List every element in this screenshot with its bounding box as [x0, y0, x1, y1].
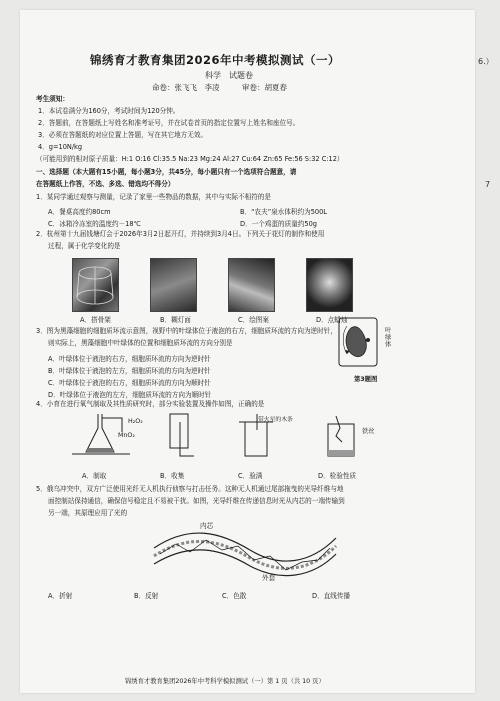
- lantern-painting-photo: [228, 258, 275, 312]
- q2-caption-b: B．糊灯面: [160, 316, 191, 324]
- q1-stem: 1．某同学通过观察与测量，记录了家里一些物品的数据，其中与实际不相符的是: [36, 193, 271, 201]
- notice-heading: 考生须知：: [36, 95, 69, 103]
- exam-authors: 命卷：张飞飞 李凌 审卷：胡夏春: [152, 83, 287, 92]
- q2-stem-cont: 过程，属于化学变化的是: [48, 242, 121, 250]
- q3-option-b: B．叶绿体位于液泡的左方，细胞质环流的方向为逆时针: [48, 367, 211, 375]
- chloroplast-dot: [366, 338, 370, 342]
- lantern-pasting-photo: [150, 258, 197, 312]
- q5-option-a: A．折射: [48, 592, 73, 600]
- q3-figure-caption: 第3题图: [354, 376, 378, 383]
- margin-mark-top: 6.）: [478, 57, 494, 66]
- notice-item-4: 4．g=10N/kg: [38, 143, 83, 151]
- q3-option-d: D．叶绿体位于液泡的左方，细胞质环流的方向为顺时针: [48, 391, 212, 399]
- optical-fiber-diagram: [150, 520, 340, 580]
- q5-option-c: C．色散: [222, 592, 247, 600]
- mno2-label: MnO₂: [118, 432, 135, 439]
- q2-caption-a: A．搭骨架: [80, 316, 111, 324]
- cladding-label: 外套: [262, 574, 276, 582]
- margin-mark-right: 7: [485, 180, 491, 189]
- q3-option-a: A．叶绿体位于液泡的右方，细胞质环流的方向为逆时针: [48, 355, 211, 363]
- q2-caption-d: D．点蜡烛: [316, 316, 348, 324]
- q3-option-c: C．叶绿体位于液泡的右方，细胞质环流的方向为顺时针: [48, 379, 211, 387]
- q5-stem-cont-2: 另一端，其原理应用了光的: [48, 509, 128, 517]
- section-1-heading: 一、选择题（本大题有15小题，每小题3分，共45分，每小题只有一个选项符合题意，请: [36, 168, 297, 176]
- q1-option-d: D．一个鸡蛋的质量约50g: [240, 220, 317, 228]
- atomic-masses: （可能用到的相对原子质量：H:1 O:16 Cl:35.5 Na:23 Mg:24 Al:27 Cu:64 Zn:65 Fe:56 S:32 C:12）: [36, 155, 344, 163]
- lantern-frame-sketch: [73, 259, 118, 311]
- notice-item-2: 2．答题前，在答题纸上写姓名和准考证号，并在试卷首页的指定位置写上姓名和座位号。: [38, 119, 300, 127]
- q2-stem: 2．杭州第十九届钱塘灯会于2026年3月2日起开灯，并持续到3月4日。下列关于花灯的制作和使用: [36, 230, 325, 238]
- chloroplast-label: 叶绿体: [385, 327, 392, 348]
- glowing-splint-label: 带火星的木条: [258, 417, 293, 423]
- exam-title: 锦绣育才教育集团2026年中考模拟测试（一）: [90, 53, 341, 67]
- q2-caption-c: C．绘图案: [238, 316, 269, 324]
- q4-caption-a: A．制取: [82, 472, 107, 480]
- notice-item-1: 1．本试卷满分为160分，考试时间为120分钟。: [38, 107, 180, 115]
- core-label: 内芯: [200, 522, 214, 530]
- iron-wire-label: 铁丝: [362, 428, 375, 435]
- q5-stem-cont-1: 面控制站保持通信，确保信号稳定且不易被干扰。如图，光导纤维在传递信息时光从内芯的一端传输到: [48, 497, 345, 505]
- exam-subtitle: 科学 试题卷: [205, 71, 253, 80]
- q4-caption-c: C．验满: [238, 472, 263, 480]
- q4-caption-d: D．检验性质: [318, 472, 357, 480]
- notice-item-3: 3．必须在答题纸的对应位置上答题，写在其它地方无效。: [38, 131, 208, 139]
- q1-option-a: A．餐桌高度约80cm: [48, 208, 111, 216]
- q4-caption-b: B．收集: [160, 472, 185, 480]
- q5-option-d: D．直线传播: [312, 592, 351, 600]
- q3-stem-cont: 则实际上，黑藻细胞中叶绿体的位置和细胞质环流的方向分别是: [48, 339, 233, 347]
- lantern-frame-photo: [72, 258, 119, 312]
- apparatus-b-collection: [160, 412, 200, 462]
- q3-stem: 3．图为黑藻细胞的细胞质环流示意图，视野中的叶绿体位于液泡的右方，细胞质环流的方向为逆时针，: [36, 327, 337, 335]
- page-footer: 锦绣育才教育集团2026年中考科学模拟测试（一）第 1 页（共 10 页）: [125, 678, 325, 685]
- h2o2-label: H₂O₂: [128, 418, 143, 425]
- section-1-heading-cont: 在答题纸上作答，不选、多选、错选均不得分）: [36, 180, 175, 188]
- q4-stem: 4．小育在进行氧气制取及其性质研究时，部分实验装置及操作如图，正确的是: [36, 400, 265, 408]
- q5-option-b: B．反射: [134, 592, 159, 600]
- apparatus-d-property: [318, 412, 368, 462]
- q1-option-b: B．“农夫”泉水体积约为500L: [240, 208, 327, 216]
- candle-lighting-photo: [306, 258, 353, 312]
- q1-option-c: C．冰箱冷冻室的温度约－18℃: [48, 220, 141, 228]
- q5-stem: 5．俄乌冲突中，双方广泛使用光纤无人机执行侦察与打击任务。这种无人机通过尾部拖曳的光导纤维与地: [36, 485, 344, 493]
- cell-diagram: [333, 316, 393, 372]
